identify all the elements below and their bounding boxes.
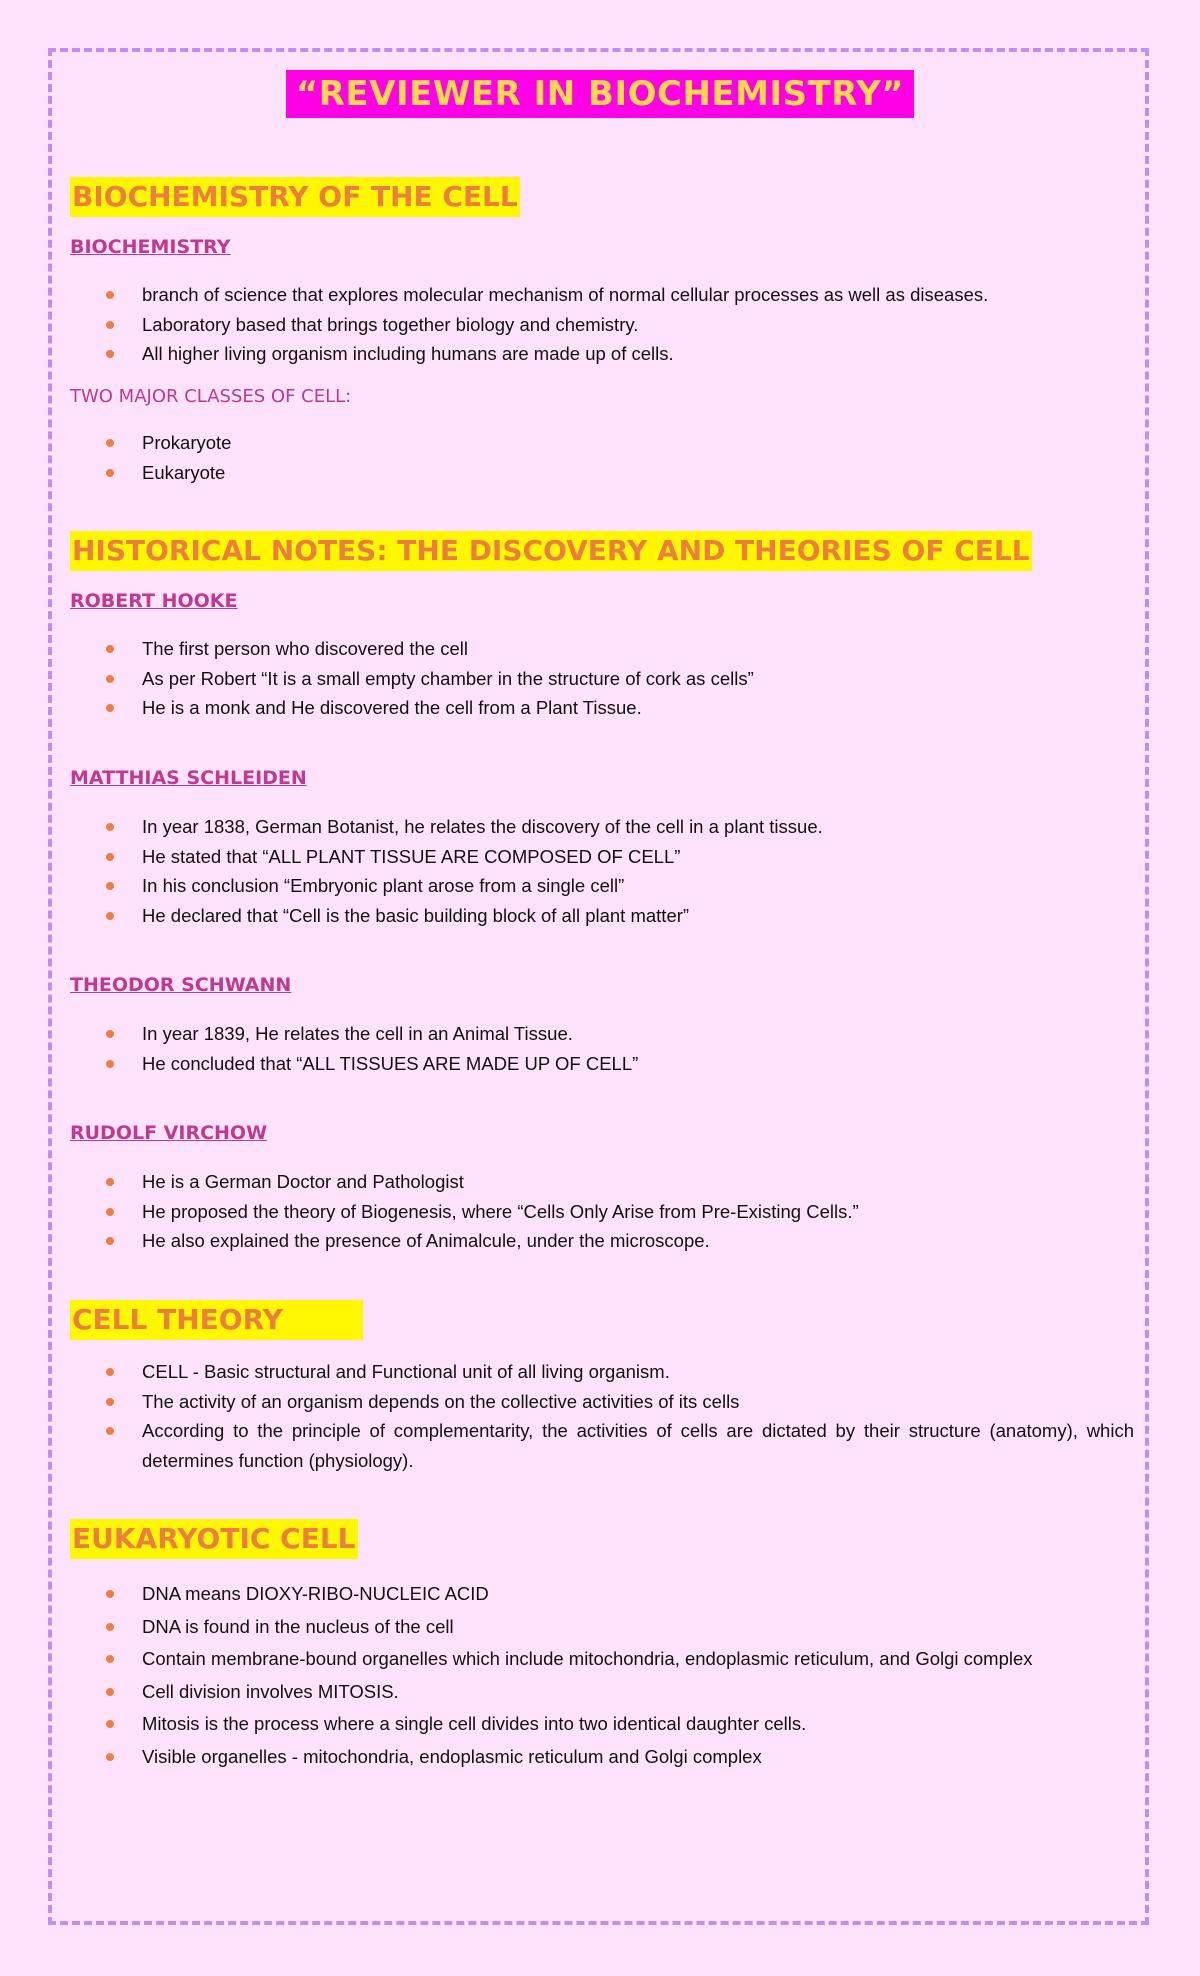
subheading-theodor-schwann: THEODOR SCHWANN <box>70 974 292 996</box>
list-item: The first person who discovered the cell <box>104 634 1134 664</box>
list-item: According to the principle of complementarity, the activities of cells are dictated by their structure (anatomy), which determines function (physiology). <box>104 1416 1134 1475</box>
list-item: The activity of an organism depends on the collective activities of its cells <box>104 1387 1134 1417</box>
list-item: Cell division involves MITOSIS. <box>104 1676 1134 1709</box>
list-item: In year 1839, He relates the cell in an Animal Tissue. <box>104 1019 1134 1049</box>
section-heading-cell: BIOCHEMISTRY OF THE CELL <box>70 177 520 217</box>
list-item: CELL - Basic structural and Functional unit of all living organism. <box>104 1357 1134 1387</box>
section-heading-history: HISTORICAL NOTES: THE DISCOVERY AND THEORIES OF CELL <box>70 531 1032 571</box>
list-item: Visible organelles - mitochondria, endoplasmic reticulum and Golgi complex <box>104 1741 1134 1774</box>
subheading-cell-classes: TWO MAJOR CLASSES OF CELL: <box>70 386 352 407</box>
list-item: In his conclusion “Embryonic plant arose from a single cell” <box>104 871 1134 901</box>
list-item: He is a German Doctor and Pathologist <box>104 1167 1134 1197</box>
list-item: Contain membrane-bound organelles which include mitochondria, endoplasmic reticulum, and Golgi complex <box>104 1643 1134 1676</box>
section-heading-eukaryotic-cell: EUKARYOTIC CELL <box>70 1519 358 1559</box>
list-robert-hooke <box>104 634 1134 723</box>
list-theodor-schwann <box>104 1019 1134 1078</box>
list-cell-classes <box>104 428 1134 487</box>
list-rudolf-virchow <box>104 1167 1134 1256</box>
list-item: He stated that “ALL PLANT TISSUE ARE COMPOSED OF CELL” <box>104 842 1134 872</box>
title-wrap <box>0 70 1200 118</box>
list-item: Prokaryote <box>104 428 1134 458</box>
section-heading-cell-theory: CELL THEORY <box>70 1300 363 1340</box>
subheading-robert-hooke: ROBERT HOOKE <box>70 590 238 612</box>
list-item: He concluded that “ALL TISSUES ARE MADE UP OF CELL” <box>104 1049 1134 1079</box>
subheading-rudolf-virchow: RUDOLF VIRCHOW <box>70 1122 268 1144</box>
list-item: Mitosis is the process where a single cell divides into two identical daughter cells. <box>104 1708 1134 1741</box>
list-item: In year 1838, German Botanist, he relates the discovery of the cell in a plant tissue. <box>104 812 1134 842</box>
list-item: He declared that “Cell is the basic building block of all plant matter” <box>104 901 1134 931</box>
subheading-matthias-schleiden: MATTHIAS SCHLEIDEN <box>70 767 307 789</box>
list-item: He proposed the theory of Biogenesis, where “Cells Only Arise from Pre-Existing Cells.” <box>104 1197 1134 1227</box>
list-matthias-schleiden <box>104 812 1134 930</box>
list-item: branch of science that explores molecular mechanism of normal cellular processes as well as diseases. <box>104 280 1134 310</box>
list-item: DNA means DIOXY-RIBO-NUCLEIC ACID <box>104 1578 1134 1611</box>
subheading-biochemistry: BIOCHEMISTRY <box>70 236 231 258</box>
list-item: As per Robert “It is a small empty chamber in the structure of cork as cells” <box>104 664 1134 694</box>
list-item: Eukaryote <box>104 458 1134 488</box>
list-biochemistry <box>104 280 1134 369</box>
list-item: All higher living organism including humans are made up of cells. <box>104 339 1134 369</box>
list-item: He is a monk and He discovered the cell from a Plant Tissue. <box>104 693 1134 723</box>
list-cell-theory <box>104 1357 1134 1475</box>
list-item: He also explained the presence of Animalcule, under the microscope. <box>104 1226 1134 1256</box>
list-item: Laboratory based that brings together biology and chemistry. <box>104 310 1134 340</box>
page-title: “REVIEWER IN BIOCHEMISTRY” <box>286 70 914 118</box>
list-item: DNA is found in the nucleus of the cell <box>104 1611 1134 1644</box>
list-eukaryotic-cell <box>104 1578 1134 1773</box>
